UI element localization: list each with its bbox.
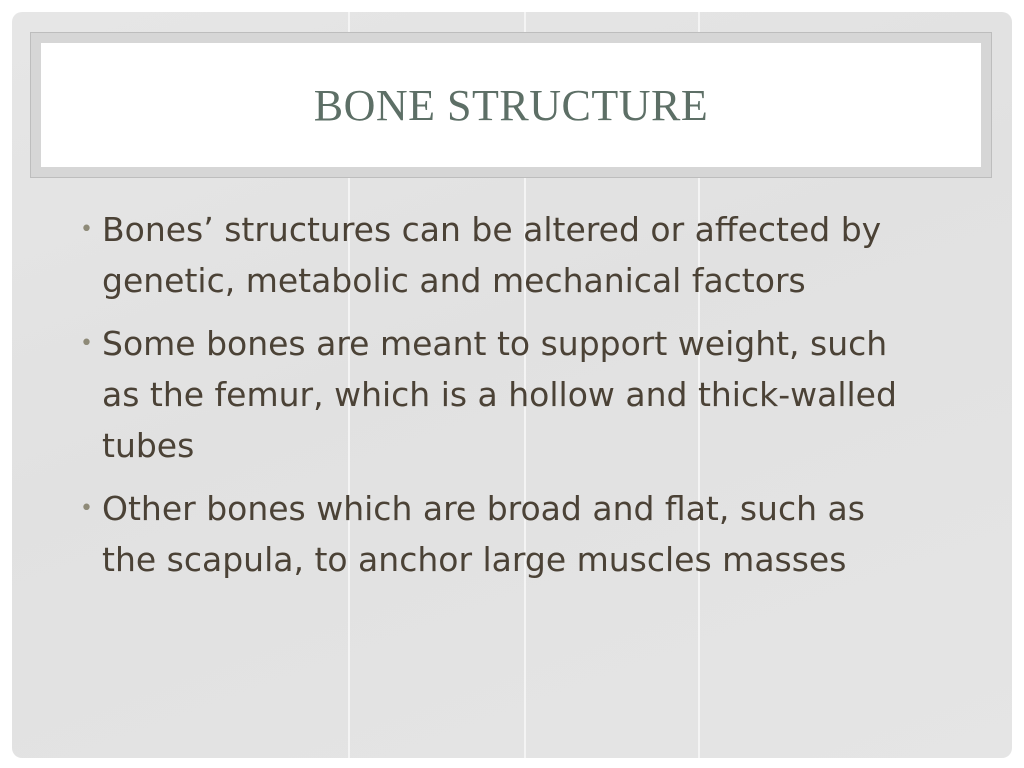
bullet-list [74,204,924,597]
title-frame [30,32,992,178]
slide [12,12,1012,758]
bullet-item [74,204,924,306]
bullet-item [74,318,924,471]
bullet-text: Other bones which are broad and flat, such as the scapula, to anchor large muscles masses [102,489,865,579]
bullet-text: Some bones are meant to support weight, such as the femur, which is a hollow and thick-walled tubes [102,324,897,465]
title-box [41,43,981,167]
bullet-text: Bones’ structures can be altered or affected by genetic, metabolic and mechanical factors [102,210,882,300]
slide-title: BONE STRUCTURE [313,80,709,130]
bullet-icon: • [80,496,93,521]
bullet-item [74,483,924,585]
bullet-icon: • [80,331,93,356]
bullet-icon: • [80,217,93,242]
